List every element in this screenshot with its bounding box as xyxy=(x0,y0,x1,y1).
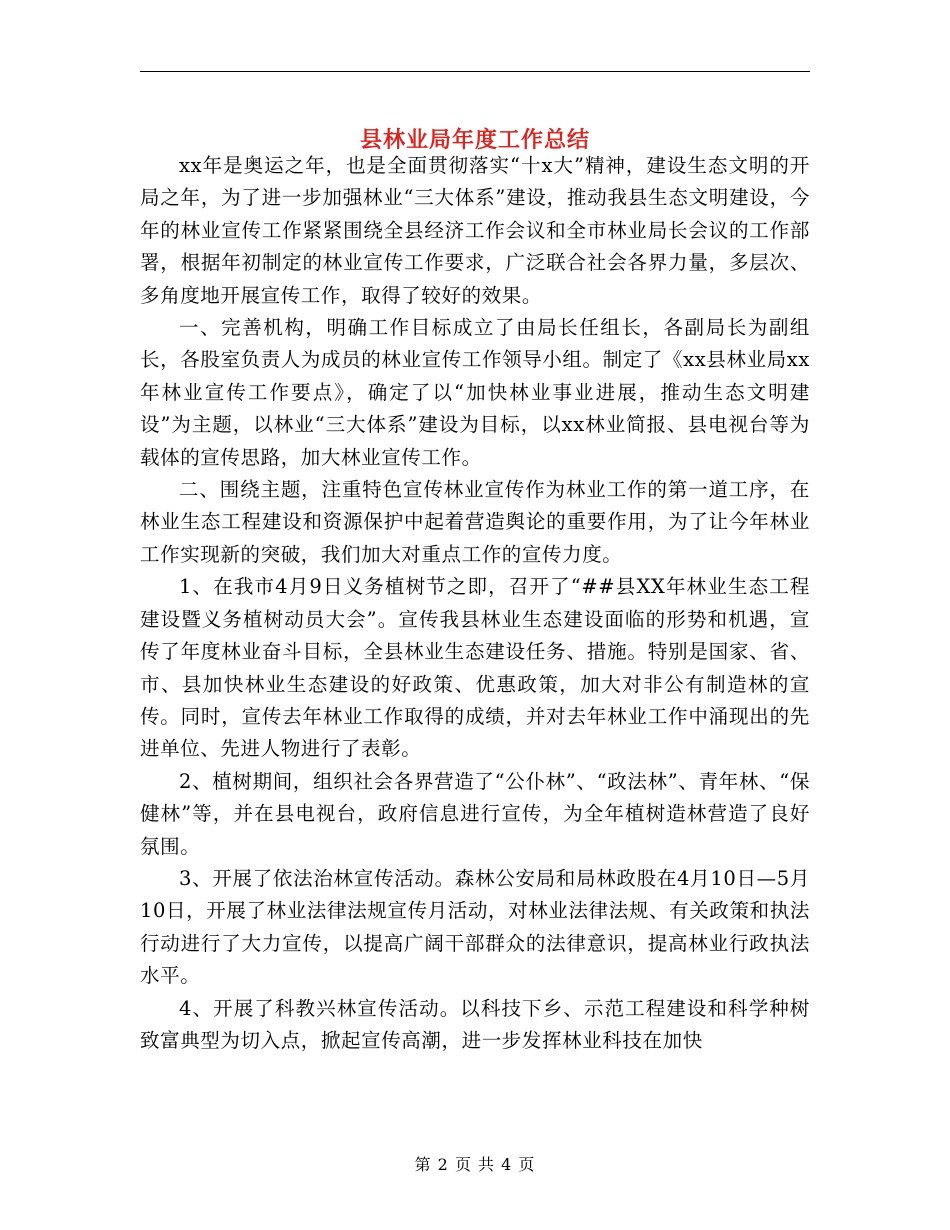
header-rule xyxy=(140,71,810,72)
paragraph-item-1: 1、在我市4月9日义务植树节之即，召开了“##县XX年林业生态工程建设暨义务植树动员大会”。宣传我县林业生态建设面临的形势和机遇，宣传了年度林业奋斗目标，全县林业生态建设任务、措施。特别是国家、省、市、县加快林业生态建设的好政策、优惠政策，加大对非公有制造林的宣传。同时，宣传去年林业工作取得的成绩，并对去年林业工作中涌现出的先进单位、先进人物进行了表彰。 xyxy=(140,575,810,761)
paragraph-section-1: 一、完善机构，明确工作目标成立了由局长任组长，各副局长为副组长，各股室负责人为成员的林业宣传工作领导小组。制定了《xx县林业局xx年林业宣传工作要点》，确定了以“加快林业事业进展，推动生态文明建设”为主题，以林业“三大体系”建设为目标，以xx林业简报、县电视台等为载体的宣传思路，加大林业宣传工作。 xyxy=(140,316,810,469)
paragraph-item-4: 4、开展了科教兴林宣传活动。以科技下乡、示范工程建设和科学种树致富典型为切入点，掀起宣传高潮，进一步发挥林业科技在加快 xyxy=(140,996,810,1052)
page-number: 第 2 页 共 4 页 xyxy=(414,1155,536,1174)
document-body xyxy=(140,150,810,1057)
paragraph-item-2: 2、植树期间，组织社会各界营造了“公仆林”、“政法林”、青年林、“保健林”等，并在县电视台，政府信息进行宣传，为全年植树造林营造了良好氛围。 xyxy=(140,769,810,858)
document-title: 县林业局年度工作总结 xyxy=(359,126,590,153)
paragraph-intro: xx年是奥运之年，也是全面贯彻落实“十x大”精神，建设生态文明的开局之年，为了进一步加强林业“三大体系”建设，推动我县生态文明建设，今年的林业宣传工作紧紧围绕全县经济工作会议和全市林业局长会议的工作部署，根据年初制定的林业宣传工作要求，广泛联合社会各界力量，多层次、多角度地开展宣传工作，取得了较好的效果。 xyxy=(140,154,810,307)
paragraph-item-3: 3、开展了依法治林宣传活动。森林公安局和局林政股在4月10日—5月10日，开展了林业法律法规宣传月活动，对林业法律法规、有关政策和执法行动进行了大力宣传，以提高广阔干部群众的法律意识，提高林业行政执法水平。 xyxy=(140,866,810,988)
paragraph-section-2: 二、围绕主题，注重特色宣传林业宣传作为林业工作的第一道工序，在林业生态工程建设和资源保护中起着营造舆论的重要作用，为了让今年林业工作实现新的突破，我们加大对重点工作的宣传力度。 xyxy=(140,478,810,566)
